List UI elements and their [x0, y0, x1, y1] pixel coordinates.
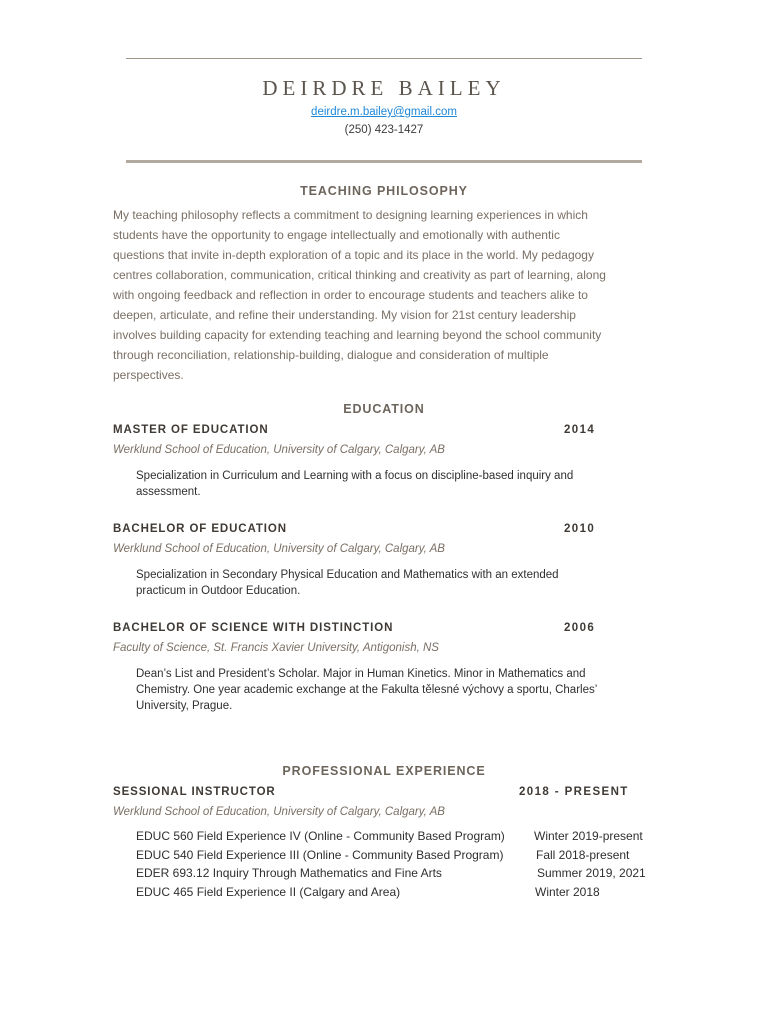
description-line: Specialization in Curriculum and Learning with a focus on discipline-based inquiry and: [136, 470, 574, 482]
education-year: 2006: [564, 622, 596, 634]
course-name: EDUC 465 Field Experience II (Calgary and Area): [136, 885, 401, 899]
paragraph-line: questions that invite in-depth exploration of a topic and its place in the world. My pedagogy: [113, 248, 594, 262]
education-year: 2014: [564, 424, 596, 436]
phone-number: (250) 423-1427: [344, 124, 424, 136]
description-line: Specialization in Secondary Physical Education and Mathematics with an extended: [136, 569, 559, 581]
course-term: Winter 2018: [535, 885, 600, 899]
course-row: [136, 866, 656, 884]
description-line: Dean’s List and President’s Scholar. Major in Human Kinetics. Minor in Mathematics and: [136, 668, 586, 680]
course-name: EDER 693.12 Inquiry Through Mathematics and Fine Arts: [136, 866, 442, 880]
email-link[interactable]: deirdre.m.bailey@gmail.com: [311, 106, 457, 118]
paragraph-line: through reconciliation, relationship-building, dialogue and consideration of multiple: [113, 348, 549, 362]
education-degree: BACHELOR OF EDUCATION: [113, 523, 287, 535]
education-description: [136, 567, 636, 599]
education-year: 2010: [564, 523, 596, 535]
paragraph-line: deepen, articulate, and refine their understanding. My vision for 21st century leadership: [113, 308, 576, 322]
education-institution: Werklund School of Education, University of Calgary, Calgary, AB: [113, 543, 445, 555]
experience-dates: 2018 - PRESENT: [519, 786, 629, 798]
header-divider: [126, 160, 642, 163]
paragraph-line: perspectives.: [113, 368, 184, 382]
experience-role: SESSIONAL INSTRUCTOR: [113, 786, 276, 798]
experience-institution: Werklund School of Education, University of Calgary, Calgary, AB: [113, 806, 445, 818]
description-line: assessment.: [136, 486, 201, 498]
course-row: [136, 829, 656, 847]
education-degree: BACHELOR OF SCIENCE WITH DISTINCTION: [113, 622, 394, 634]
paragraph-line: My teaching philosophy reflects a commitment to designing learning experiences in which: [113, 208, 588, 222]
top-divider: [126, 58, 642, 59]
paragraph-line: students have the opportunity to engage intellectually and emotionally with authentic: [113, 228, 560, 242]
education-degree: MASTER OF EDUCATION: [113, 424, 269, 436]
course-term: Fall 2018-present: [536, 848, 630, 862]
paragraph-line: involves building capacity for extending teaching and learning beyond the school community: [113, 328, 602, 342]
course-name: EDUC 540 Field Experience III (Online - Community Based Program): [136, 848, 504, 862]
education-description: [136, 666, 636, 714]
education-institution: Werklund School of Education, University of Calgary, Calgary, AB: [113, 444, 445, 456]
section-title-teaching-philosophy: TEACHING PHILOSOPHY: [300, 184, 468, 198]
description-line: practicum in Outdoor Education.: [136, 585, 301, 597]
description-line: University, Prague.: [136, 700, 233, 712]
section-title-education: EDUCATION: [343, 402, 425, 416]
paragraph-line: with ongoing feedback and reflection in order to encourage students and teachers alike to: [113, 288, 588, 302]
candidate-name: DEIRDRE BAILEY: [262, 76, 506, 100]
course-name: EDUC 560 Field Experience IV (Online - Community Based Program): [136, 829, 505, 843]
course-term: Summer 2019, 2021: [537, 866, 646, 880]
teaching-philosophy-paragraph: [113, 205, 653, 385]
paragraph-line: centres collaboration, communication, critical thinking and creativity as part of learning, along: [113, 268, 606, 282]
course-row: [136, 848, 656, 866]
description-line: Chemistry. One year academic exchange at the Fakulta tělesné výchovy a sportu, Charles’: [136, 684, 598, 696]
course-term: Winter 2019-present: [534, 829, 643, 843]
section-title-professional-experience: PROFESSIONAL EXPERIENCE: [282, 764, 486, 778]
education-description: [136, 468, 636, 500]
course-row: [136, 885, 656, 903]
education-institution: Faculty of Science, St. Francis Xavier University, Antigonish, NS: [113, 642, 439, 654]
